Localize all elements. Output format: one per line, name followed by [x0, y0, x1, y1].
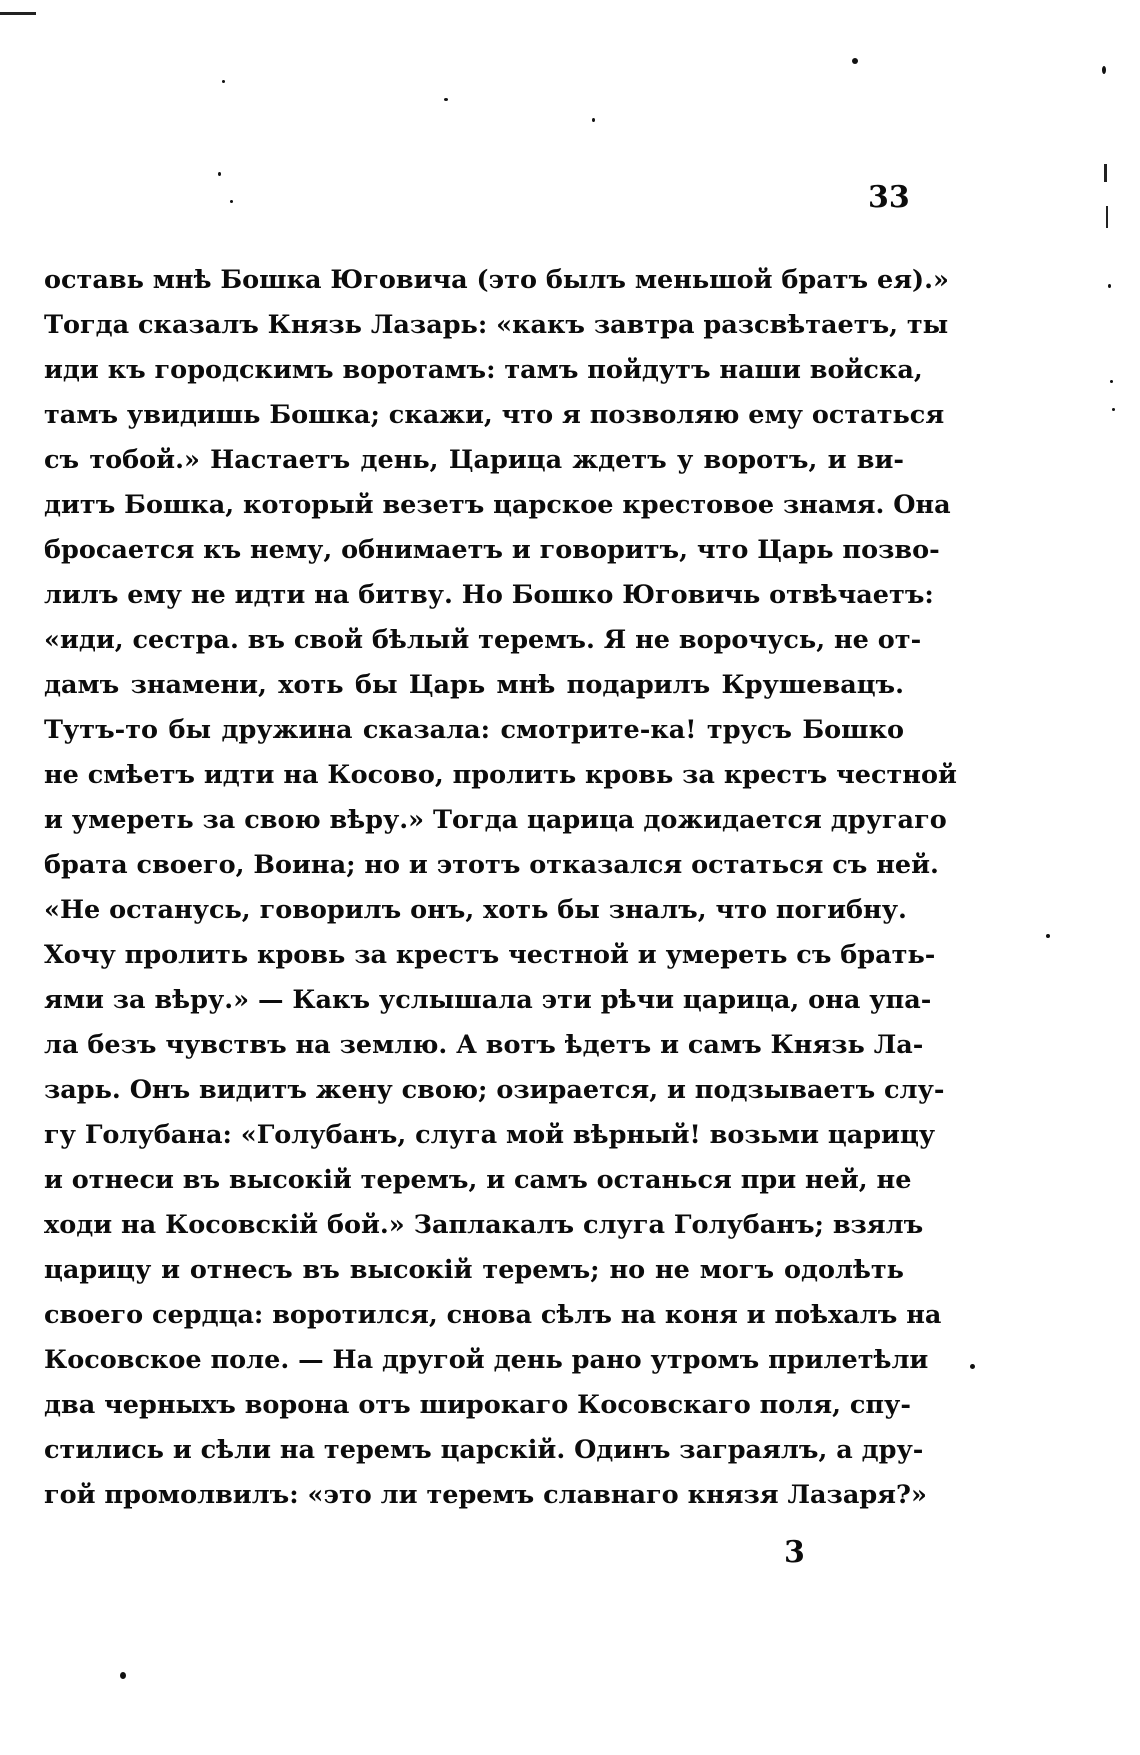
text-line: бросается къ нему, обнимаетъ и говоритъ, что Царь позво- — [44, 535, 940, 565]
text-line: иди къ городскимъ воротамъ: тамъ пойдутъ наши войска, — [44, 355, 923, 385]
text-line: стились и сѣли на теремъ царскій. Одинъ заграялъ, а дру- — [44, 1435, 924, 1465]
text-line: брата своего, Воина; но и этотъ отказался остаться съ ней. — [44, 850, 939, 880]
scan-artifact — [1046, 934, 1050, 938]
text-line: гу Голубана: «Голубанъ, слуга мой вѣрный! возьми царицу — [44, 1120, 936, 1150]
printer-signature-mark: 3 — [784, 1535, 805, 1570]
scan-artifact — [1112, 408, 1115, 411]
text-line: зарь. Онъ видитъ жену свою; озирается, и подзываетъ слу- — [44, 1075, 945, 1105]
text-line: тамъ увидишь Бошка; скажи, что я позволяю ему остаться — [44, 400, 945, 430]
text-line: оставь мнѣ Бошка Юговича (это былъ меньшой братъ ея).» — [44, 265, 949, 295]
scan-artifact — [1106, 206, 1108, 228]
text-line: дитъ Бошка, который везетъ царское крестовое знамя. Она — [44, 490, 951, 520]
scan-artifact — [230, 200, 233, 203]
text-line: ла безъ чувствъ на землю. А вотъ ѣдетъ и самъ Князь Ла- — [44, 1030, 924, 1060]
text-line: и умереть за свою вѣру.» Тогда царица дожидается другаго — [44, 805, 947, 835]
text-line: Косовское поле. — На другой день рано утромъ прилетѣли — [44, 1345, 929, 1375]
scan-artifact — [218, 172, 221, 176]
scan-artifact — [970, 1364, 975, 1369]
text-line: царицу и отнесъ въ высокій теремъ; но не могъ одолѣть — [44, 1255, 904, 1285]
text-line: Хочу пролить кровь за крестъ честной и умереть съ брать- — [44, 940, 936, 970]
scan-artifact — [592, 118, 595, 122]
text-line: Тутъ-то бы дружина сказала: смотрите-ка! трусъ Бошко — [44, 715, 904, 745]
scan-artifact — [1104, 164, 1107, 182]
scan-artifact — [1108, 284, 1111, 288]
text-line: не смѣетъ идти на Косово, пролить кровь за крестъ честной — [44, 760, 957, 790]
text-line: и отнеси въ высокій теремъ, и самъ останься при ней, не — [44, 1165, 912, 1195]
text-line: съ тобой.» Настаетъ день, Царица ждетъ у воротъ, и ви- — [44, 445, 904, 475]
text-line: «иди, сестра. въ свой бѣлый теремъ. Я не ворочусь, не от- — [44, 625, 922, 655]
text-line: ходи на Косовскій бой.» Заплакалъ слуга Голубанъ; взялъ — [44, 1210, 924, 1240]
text-line: ями за вѣру.» — Какъ услышала эти рѣчи царица, она упа- — [44, 985, 932, 1015]
scan-artifact — [444, 98, 448, 101]
scan-artifact — [1110, 380, 1113, 383]
page-number: 33 — [868, 180, 910, 215]
body-text — [44, 258, 957, 1518]
scan-artifact — [1102, 66, 1106, 74]
scan-artifact — [852, 58, 858, 64]
text-line: своего сердца: воротился, снова сѣлъ на коня и поѣхалъ на — [44, 1300, 942, 1330]
text-line: дамъ знамени, хоть бы Царь мнѣ подарилъ Крушевацъ. — [44, 670, 904, 700]
scan-artifact — [0, 12, 36, 15]
text-line: лилъ ему не идти на битву. Но Бошко Юговичь отвѣчаетъ: — [44, 580, 934, 610]
scan-artifact — [120, 1672, 126, 1679]
text-line: Тогда сказалъ Князь Лазарь: «какъ завтра разсвѣтаетъ, ты — [44, 310, 949, 340]
text-line: «Не останусь, говорилъ онъ, хоть бы зналъ, что погибну. — [44, 895, 907, 925]
text-line: гой промолвилъ: «это ли теремъ славнаго князя Лазаря?» — [44, 1480, 927, 1510]
scan-artifact — [222, 80, 225, 83]
text-line: два черныхъ ворона отъ широкаго Косовскаго поля, спу- — [44, 1390, 911, 1420]
